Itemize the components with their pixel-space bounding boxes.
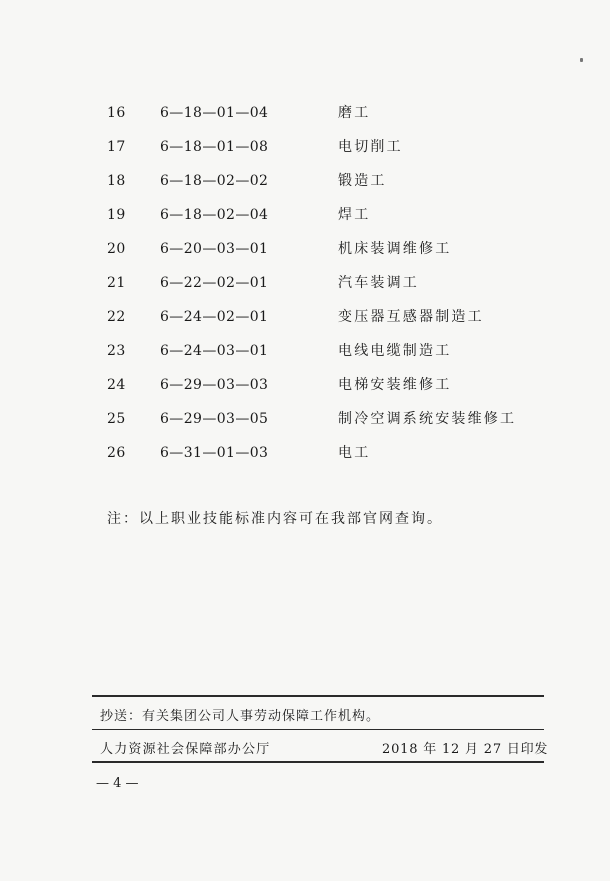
- table-row: [0, 334, 610, 368]
- occupation-code: 6—18—01—04: [160, 105, 269, 121]
- occupation-code: 6—18—02—02: [160, 173, 269, 189]
- row-number: 18: [107, 173, 126, 189]
- row-number: 23: [107, 343, 126, 359]
- occupation-name: 焊工: [338, 207, 371, 223]
- table-row: [0, 96, 610, 130]
- occupation-code: 6—24—02—01: [160, 309, 269, 325]
- occupation-name: 机床装调维修工: [338, 241, 452, 257]
- row-number: 21: [107, 275, 126, 291]
- row-number: 25: [107, 411, 126, 427]
- table-row: [0, 232, 610, 266]
- occupation-name: 电工: [338, 445, 371, 461]
- occupation-name: 锻造工: [338, 173, 387, 189]
- table-row: [0, 368, 610, 402]
- row-number: 26: [107, 445, 126, 461]
- standards-table: [0, 96, 610, 470]
- occupation-name: 变压器互感器制造工: [338, 309, 484, 325]
- occupation-code: 6—24—03—01: [160, 343, 269, 359]
- row-number: 22: [107, 309, 126, 325]
- occupation-name: 电线电缆制造工: [338, 343, 452, 359]
- row-number: 19: [107, 207, 126, 223]
- occupation-code: 6—29—03—03: [160, 377, 269, 393]
- footer-middle-rule: [92, 729, 544, 730]
- table-row: [0, 130, 610, 164]
- table-row: [0, 402, 610, 436]
- occupation-name: 制冷空调系统安装维修工: [338, 411, 517, 427]
- occupation-code: 6—18—02—04: [160, 207, 269, 223]
- occupation-code: 6—22—02—01: [160, 275, 269, 291]
- table-row: [0, 164, 610, 198]
- occupation-name: 电切削工: [338, 139, 403, 155]
- row-number: 24: [107, 377, 126, 393]
- occupation-code: 6—20—03—01: [160, 241, 269, 257]
- occupation-code: 6—31—01—03: [160, 445, 269, 461]
- scan-mark: [580, 58, 583, 62]
- issuer-name: 人力资源社会保障部办公厅: [100, 742, 271, 757]
- occupation-code: 6—29—03—05: [160, 411, 269, 427]
- issue-date: 2018 年 12 月 27 日印发: [382, 742, 549, 757]
- page-number: — 4 —: [96, 776, 139, 791]
- table-row: [0, 436, 610, 470]
- occupation-name: 汽车装调工: [338, 275, 419, 291]
- row-number: 20: [107, 241, 126, 257]
- occupation-code: 6—18—01—08: [160, 139, 269, 155]
- table-row: [0, 300, 610, 334]
- row-number: 17: [107, 139, 126, 155]
- cc-line: 抄送：有关集团公司人事劳动保障工作机构。: [100, 709, 381, 724]
- row-number: 16: [107, 105, 126, 121]
- table-row: [0, 266, 610, 300]
- table-row: [0, 198, 610, 232]
- footer-top-rule: [92, 695, 544, 697]
- footer-bottom-rule: [92, 761, 544, 763]
- occupation-name: 电梯安装维修工: [338, 377, 452, 393]
- occupation-name: 磨工: [338, 105, 371, 121]
- note-text: 注：以上职业技能标准内容可在我部官网查询。: [107, 511, 443, 527]
